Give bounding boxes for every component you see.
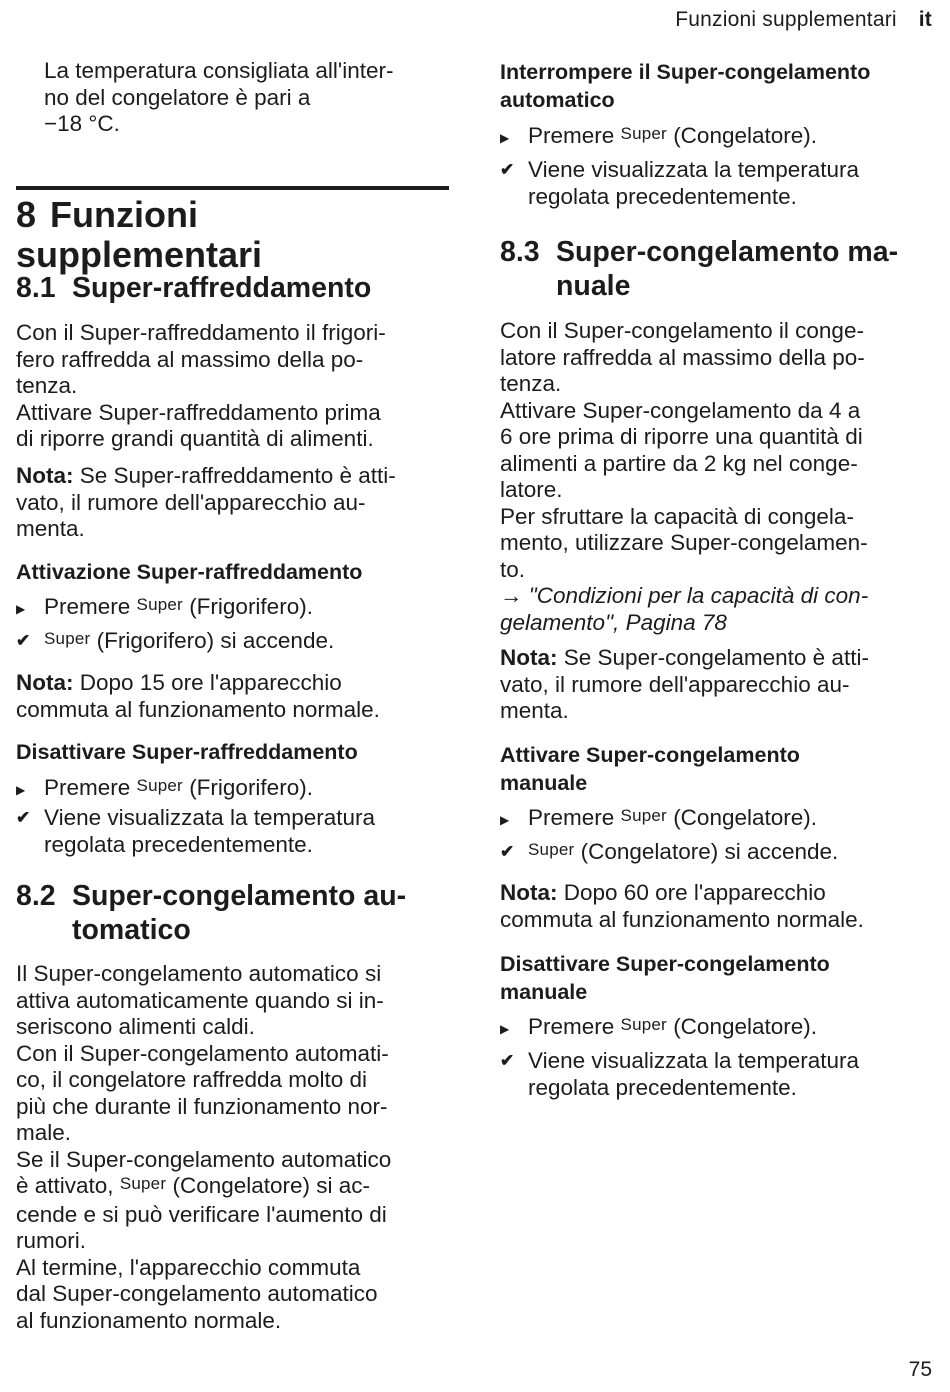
- result-check-icon: ✔: [500, 1051, 515, 1070]
- super-button-symbol: Super: [136, 776, 183, 795]
- super-cooling-note-2: Nota: Dopo 15 ore l'apparecchio commuta al funzionamento normale.: [16, 670, 380, 722]
- step-triangle-icon: ▶: [500, 1022, 510, 1036]
- page-number: 75: [908, 1358, 932, 1381]
- super-indicator-symbol: Super: [44, 629, 91, 648]
- section-8-1-heading: 8.1 Super-raffreddamento: [16, 272, 372, 304]
- step-triangle-icon: ▶: [500, 131, 510, 145]
- result-check-icon: ✔: [500, 842, 515, 861]
- section-8-2-heading: 8.2 Super-congelamento au- tomatico: [16, 880, 407, 946]
- deactivate-manual-super-freeze-step: ▶ Premere Super (Congelatore).: [500, 1014, 936, 1043]
- activate-manual-super-freeze-result: ✔ Super (Congelatore) si accende.: [500, 839, 839, 864]
- super-button-symbol: Super: [620, 1015, 667, 1034]
- super-button-symbol: Super: [620, 806, 667, 825]
- activate-manual-super-freeze-heading: Attivare Super-congelamento manuale: [500, 743, 800, 795]
- super-button-symbol: Super: [136, 595, 183, 614]
- deactivate-super-cooling-heading: Disattivare Super-raffreddamento: [16, 740, 358, 764]
- interrupt-auto-super-freeze-result: ✔ Viene visualizzata la temperatura regolata precedentemente.: [500, 157, 860, 209]
- super-indicator-symbol: Super: [119, 1174, 167, 1193]
- section-8-3-heading: 8.3 Super-congelamento ma- nuale: [500, 236, 899, 302]
- cross-reference-link[interactable]: gelamento", Pagina 78: [500, 609, 727, 635]
- running-header-section: Funzioni supplementari: [675, 8, 897, 31]
- cross-reference-arrow-icon: →: [500, 583, 523, 608]
- result-check-icon: ✔: [16, 631, 31, 650]
- section-8-3-note: Nota: Se Super-congelamento è atti- vato, il rumore dell'apparecchio au- menta.: [500, 645, 869, 723]
- section-8-1-paragraph: Con il Super-raffreddamento il frigori- fero raffredda al massimo della po- tenza. Attivare Super-raffreddamento prima di riporre grandi quantità di alimenti.: [16, 320, 386, 451]
- deactivate-super-cooling-result: ✔ Viene visualizzata la temperatura regolata precedentemente.: [16, 805, 376, 857]
- super-freeze-note-2: Nota: Dopo 60 ore l'apparecchio commuta al funzionamento normale.: [500, 880, 864, 932]
- activate-super-cooling-heading: Attivazione Super-raffreddamento: [16, 560, 363, 584]
- intro-paragraph: La temperatura consigliata all'inter- no del congelatore è pari a −18 °C.: [44, 58, 394, 136]
- chapter-rule: [16, 186, 449, 190]
- activate-super-cooling-result: ✔ Super (Frigorifero) si accende.: [16, 628, 335, 653]
- running-header: [675, 8, 932, 32]
- super-button-symbol: Super: [620, 124, 667, 143]
- interrupt-auto-super-freeze-heading: Interrompere il Super-congelamento automatico: [500, 60, 871, 112]
- step-triangle-icon: ▶: [16, 783, 26, 797]
- running-header-lang: it: [918, 8, 932, 31]
- step-triangle-icon: ▶: [16, 602, 26, 616]
- step-triangle-icon: ▶: [500, 813, 510, 827]
- deactivate-super-cooling-step: ▶ Premere Super (Frigorifero).: [16, 775, 452, 804]
- super-indicator-symbol: Super: [528, 840, 575, 859]
- activate-manual-super-freeze-step: ▶ Premere Super (Congelatore).: [500, 805, 936, 834]
- section-8-3-paragraph: Con il Super-congelamento il conge- latore raffredda al massimo della po- tenza. Attivare Super-congelamento da 4 a 6 ore prima di riporre una quantità di alimenti a partire da 2 kg nel conge- latore. Per sfruttare la capacità di congela- mento, utilizzare Super-congelamen- to. → "Condizioni per la capacità di con- gelamento", Pagina 78: [500, 318, 869, 635]
- interrupt-auto-super-freeze-step: ▶ Premere Super (Congelatore).: [500, 123, 936, 152]
- activate-super-cooling-step: ▶ Premere Super (Frigorifero).: [16, 594, 452, 623]
- cross-reference-link[interactable]: "Condizioni per la capacità di con-: [528, 583, 869, 608]
- deactivate-manual-super-freeze-result: ✔ Viene visualizzata la temperatura regolata precedentemente.: [500, 1048, 860, 1100]
- result-check-icon: ✔: [500, 160, 515, 179]
- section-8-1-note: Nota: Se Super-raffreddamento è atti- vato, il rumore dell'apparecchio au- menta.: [16, 463, 396, 541]
- deactivate-manual-super-freeze-heading: Disattivare Super-congelamento manuale: [500, 952, 830, 1004]
- result-check-icon: ✔: [16, 808, 31, 827]
- chapter-heading: 8 Funzioni supplementari: [16, 194, 263, 275]
- section-8-2-paragraph: Il Super-congelamento automatico si attiva automaticamente quando si in- seriscono alimenti caldi. Con il Super-congelamento automati- co, il congelatore raffredda molto di più che durante il funzionamento nor- male. Se il Super-congelamento automatico è attivato, Super (Congelatore) si ac- cende e si può verificare l'aumento di rumori. Al termine, l'apparecchio commuta dal Super-congelamento automatico al funzionamento normale.: [16, 961, 392, 1333]
